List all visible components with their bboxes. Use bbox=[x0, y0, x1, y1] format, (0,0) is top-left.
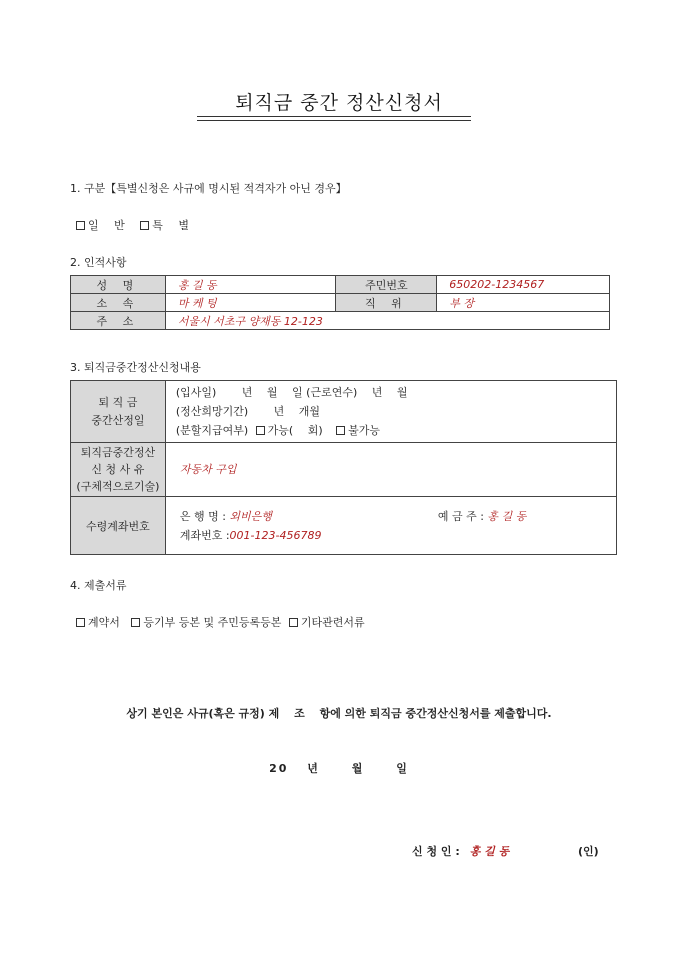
account-label: 계좌번호 : bbox=[179, 528, 230, 542]
value-name[interactable]: 홍 길 동 bbox=[165, 276, 336, 294]
section4-heading: 4. 제출서류 bbox=[70, 579, 127, 592]
label-settlement-date bbox=[71, 381, 166, 443]
section1-heading: 1. 구분【특별신청은 사규에 명시된 적격자가 아닌 경우】 bbox=[70, 182, 347, 195]
doc-contract-label: 계약서 bbox=[88, 616, 120, 629]
page-title: 퇴직금 중간 정산신청서 bbox=[235, 92, 443, 114]
section1-options bbox=[76, 217, 195, 233]
bank-line bbox=[180, 507, 616, 526]
title-underline bbox=[197, 116, 471, 117]
doc-other-label: 기타관련서류 bbox=[300, 616, 365, 629]
checkbox-split-yes[interactable] bbox=[256, 426, 265, 435]
hire-date-line[interactable]: (입사일) 년 월 일 (근로연수) 년 월 bbox=[175, 386, 408, 399]
checkbox-general[interactable] bbox=[76, 221, 85, 230]
value-department[interactable]: 마 케 팅 bbox=[165, 294, 336, 312]
label-name: 성 명 bbox=[71, 276, 166, 294]
option-special-label: 특 별 bbox=[152, 219, 195, 232]
label-reason-line1: 퇴직금중간정산 bbox=[80, 446, 156, 459]
applicant-line bbox=[412, 843, 509, 859]
split-payment-label: (분할지급여부) bbox=[175, 424, 249, 437]
statement-text: 상기 본인은 사규(혹은 규정) 제 조 항에 의한 퇴직금 중간정산신청서를 제출합니다. bbox=[126, 707, 552, 720]
section2-heading: 2. 인적사항 bbox=[70, 256, 127, 269]
settlement-table bbox=[70, 380, 617, 555]
documents-list bbox=[76, 614, 365, 630]
holder-label: 예 금 주 : bbox=[437, 509, 484, 523]
applicant-name[interactable]: 홍 길 동 bbox=[469, 845, 510, 858]
doc-registry-label: 등기부 등본 및 주민등록등본 bbox=[143, 616, 282, 629]
label-resident-no: 주민번호 bbox=[336, 276, 437, 294]
checkbox-special[interactable] bbox=[140, 221, 149, 230]
account-cell bbox=[165, 497, 616, 555]
checkbox-other[interactable] bbox=[289, 618, 298, 627]
account-line bbox=[180, 526, 616, 545]
account-value[interactable]: 001-123-456789 bbox=[229, 528, 322, 542]
value-reason[interactable]: 자동차 구입 bbox=[165, 443, 616, 497]
split-yes-label: 가능( 회) bbox=[267, 424, 323, 437]
checkbox-registry[interactable] bbox=[131, 618, 140, 627]
personal-info-table bbox=[70, 275, 610, 330]
split-payment-line bbox=[176, 421, 616, 440]
bank-value[interactable]: 외비은행 bbox=[229, 509, 272, 523]
section3-heading: 3. 퇴직금중간정산신청내용 bbox=[70, 361, 201, 374]
option-general-label: 일 반 bbox=[88, 219, 131, 232]
value-address[interactable]: 서울시 서초구 양재동 12-123 bbox=[165, 312, 609, 330]
bank-label: 은 행 명 : bbox=[179, 509, 226, 523]
date-line: 20 년 월 일 bbox=[269, 762, 409, 775]
value-position[interactable]: 부 장 bbox=[437, 294, 610, 312]
settlement-period-line[interactable]: (정산희망기간) 년 개월 bbox=[175, 405, 321, 418]
title-underline-double bbox=[197, 120, 471, 121]
label-address: 주 소 bbox=[71, 312, 166, 330]
applicant-label: 신 청 인 : bbox=[412, 845, 460, 858]
label-reason bbox=[71, 443, 166, 497]
value-resident-no[interactable]: 650202-1234567 bbox=[437, 276, 610, 294]
settlement-date-cell bbox=[165, 381, 616, 443]
label-reason-line2: 신 청 사 유 bbox=[91, 463, 145, 476]
label-account: 수령계좌번호 bbox=[71, 497, 166, 555]
holder-value[interactable]: 홍 길 동 bbox=[487, 509, 527, 523]
label-position: 직 위 bbox=[336, 294, 437, 312]
label-department: 소 속 bbox=[71, 294, 166, 312]
checkbox-contract[interactable] bbox=[76, 618, 85, 627]
holder-group bbox=[438, 507, 526, 526]
label-settlement-date-line2: 중간산정일 bbox=[91, 413, 145, 427]
label-settlement-date-line1: 퇴 직 금 bbox=[98, 395, 138, 409]
split-no-label: 불가능 bbox=[348, 424, 381, 437]
checkbox-split-no[interactable] bbox=[336, 426, 345, 435]
applicant-seal: (인) bbox=[578, 845, 599, 858]
label-reason-line3: (구체적으로기술) bbox=[76, 480, 160, 493]
